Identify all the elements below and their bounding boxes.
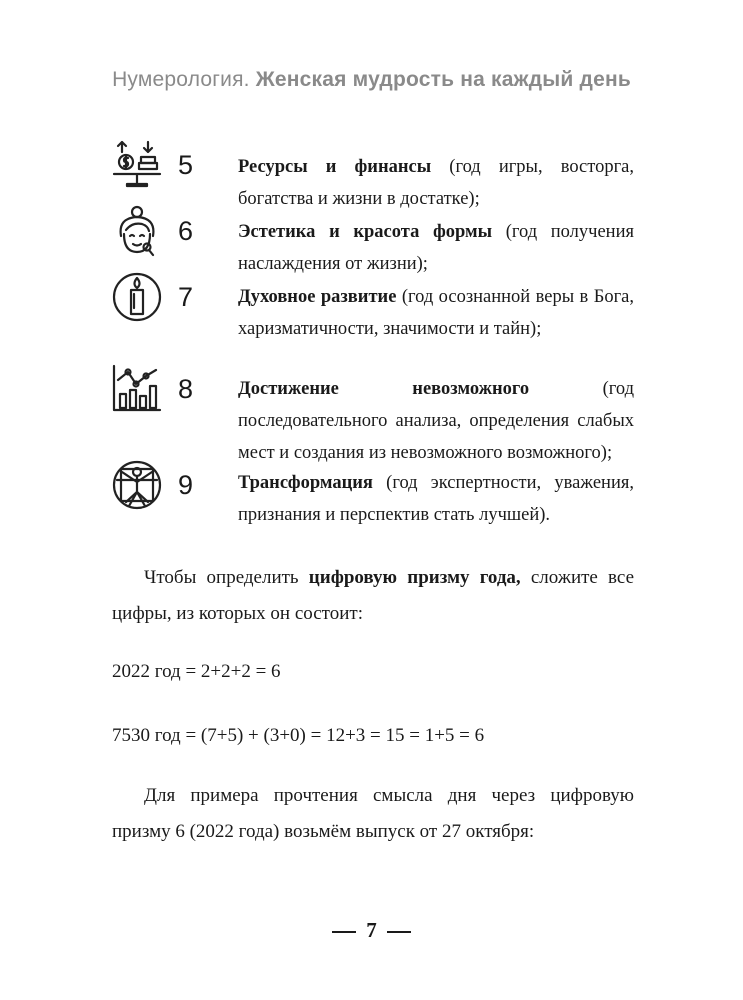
entry-text <box>238 467 634 531</box>
growth-chart-icon <box>112 364 162 414</box>
entry-text <box>238 151 634 215</box>
entry-title: Достижение невозможного <box>238 379 530 399</box>
entry-description: (год осознанной веры в Бога, харизматичности, значимости и тайн); <box>238 287 634 339</box>
example-paragraph: Для примера прочтения смысла дня через цифровую призму 6 (2022 года) возьмём выпуск от 27 октября: <box>112 785 634 842</box>
candle-icon <box>112 272 162 322</box>
running-header <box>0 68 743 92</box>
header-title-light: Нумерология. <box>112 68 250 91</box>
intro-pre: Чтобы определить <box>144 567 309 588</box>
entry-number: 5 <box>178 150 194 180</box>
vitruvian-man-icon <box>112 460 162 510</box>
entry-description: (год игры, восторга, богатства и жизни в достатке); <box>238 157 634 209</box>
formula-7530: 7530 год = (7+5) + (3+0) = 12+3 = 15 = 1+5 = 6 <box>112 725 485 746</box>
entry-text <box>238 373 634 469</box>
woman-face-icon <box>112 206 162 256</box>
footer-dash-right <box>387 931 411 933</box>
page-footer <box>0 918 743 943</box>
entry-title: Духовное развитие <box>238 287 397 307</box>
money-scale-icon <box>112 140 162 190</box>
entry-number: 8 <box>178 374 194 404</box>
entry-title: Трансформация <box>238 473 373 493</box>
entry-title: Ресурсы и финансы <box>238 157 432 177</box>
intro-paragraph <box>112 560 634 632</box>
formula-2022: 2022 год = 2+2+2 = 6 <box>112 661 281 682</box>
header-title-bold: Женская мудрость на каждый день <box>255 68 631 91</box>
entry-number: 9 <box>178 470 194 500</box>
entry-description: (год последовательного анализа, определения слабых мест и создания из невозможного возможного); <box>238 379 634 463</box>
entry-text <box>238 216 634 280</box>
page-number: 7 <box>366 918 377 942</box>
entry-title: Эстетика и красота формы <box>238 222 493 242</box>
entry-number: 6 <box>178 216 194 246</box>
intro-post: сложите все цифры, из которых он состоит: <box>112 567 634 624</box>
intro-bold: цифровую призму года, <box>308 567 521 588</box>
footer-dash-left <box>332 931 356 933</box>
entry-number: 7 <box>178 282 194 312</box>
entry-description: (год экспертности, уважения, признания и перспектив стать лучшей). <box>238 473 634 525</box>
entry-description: (год получения наслаждения от жизни); <box>238 222 634 274</box>
entry-text <box>238 281 634 345</box>
